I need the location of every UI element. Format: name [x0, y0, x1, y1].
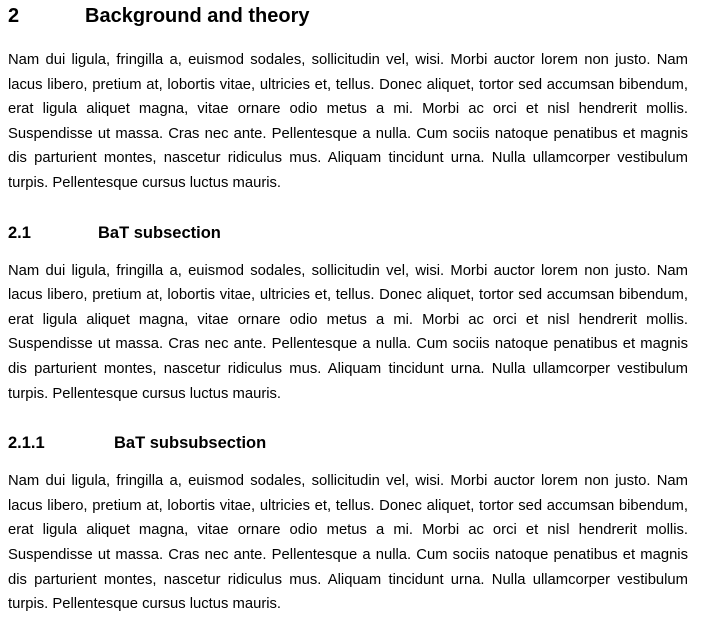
- document-page: [8, 0, 688, 617]
- subsection-title: BaT subsection: [98, 223, 221, 242]
- section-number: 2: [8, 5, 20, 27]
- subsection-number: 2.1: [8, 223, 31, 242]
- section-heading: [8, 0, 688, 32]
- section-body: Nam dui ligula, fringilla a, euismod sodales, sollicitudin vel, wisi. Morbi auctor lorem non justo. Nam lacus libero, pretium at, lobortis vitae, ultricies et, tellus. Donec aliquet, tortor sed accumsan bibendum, erat ligula aliquet magna, vitae ornare odio metus a mi. Morbi ac orci et nisl hendrerit mollis. Suspendisse ut massa. Cras nec ante. Pellentesque a nulla. Cum sociis natoque penatibus et magnis dis parturient montes, nascetur ridiculus mus. Aliquam tincidunt urna. Nulla ullamcorper vestibulum turpis. Pellentesque cursus luctus mauris.: [8, 52, 688, 191]
- subsubsection-body: Nam dui ligula, fringilla a, euismod sodales, sollicitudin vel, wisi. Morbi auctor lorem non justo. Nam lacus libero, pretium at, lobortis vitae, ultricies et, tellus. Donec aliquet, tortor sed accumsan bibendum, erat ligula aliquet magna, vitae ornare odio metus a mi. Morbi ac orci et nisl hendrerit mollis. Suspendisse ut massa. Cras nec ante. Pellentesque a nulla. Cum sociis natoque penatibus et magnis dis parturient montes, nascetur ridiculus mus. Aliquam tincidunt urna. Nulla ullamcorper vestibulum turpis. Pellentesque cursus luctus mauris.: [8, 473, 688, 613]
- subsubsection-number: 2.1.1: [8, 434, 45, 453]
- subsubsection-title: BaT subsubsection: [114, 434, 267, 453]
- subsubsection-heading: [8, 432, 688, 454]
- subsection-heading: [8, 222, 688, 244]
- subsection-body: Nam dui ligula, fringilla a, euismod sodales, sollicitudin vel, wisi. Morbi auctor lorem non justo. Nam lacus libero, pretium at, lobortis vitae, ultricies et, tellus. Donec aliquet, tortor sed accumsan bibendum, erat ligula aliquet magna, vitae ornare odio metus a mi. Morbi ac orci et nisl hendrerit mollis. Suspendisse ut massa. Cras nec ante. Pellentesque a nulla. Cum sociis natoque penatibus et magnis dis parturient montes, nascetur ridiculus mus. Aliquam tincidunt urna. Nulla ullamcorper vestibulum turpis. Pellentesque cursus luctus mauris.: [8, 262, 688, 402]
- section-title: Background and theory: [85, 5, 310, 27]
